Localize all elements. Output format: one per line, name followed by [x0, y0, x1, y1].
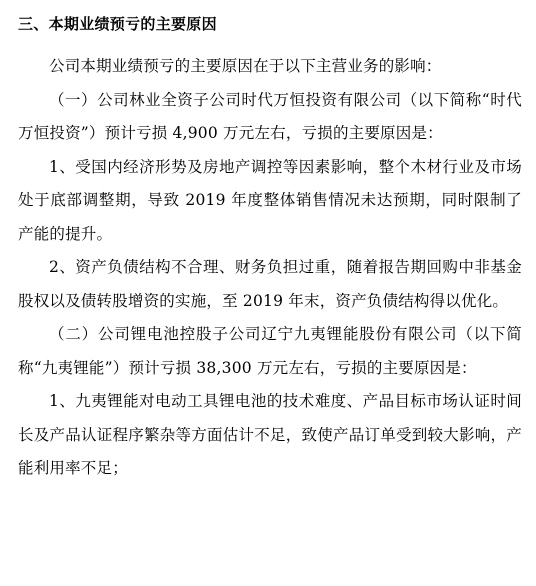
reason-1-1-paragraph: 1、受国内经济形势及房地产调控等因素影响，整个木材行业及市场处于底部调整期，导致 2019 年度整体销售情况未达预期，同时限制了产能的提升。 [18, 157, 522, 243]
reason-2-1-paragraph: 1、九夷锂能对电动工具锂电池的技术难度、产品目标市场认证时间长及产品认证程序繁杂等方面估计不足，致使产品订单受到较大影响，产能利用率不足； [18, 392, 522, 477]
intro-paragraph: 公司本期业绩预亏的主要原因在于以下主营业务的影响： [49, 57, 442, 75]
subsidiary-1-paragraph: （一）公司林业全资子公司时代万恒投资有限公司（以下简称“时代万恒投资”）预计亏损 4,900 万元左右，亏损的主要原因是： [18, 90, 522, 142]
section-heading: 三、本期业绩预亏的主要原因 [18, 15, 217, 33]
reason-1-2-paragraph: 2、资产负债结构不合理、财务负担过重，随着报告期回购中非基金股权以及债转股增资的实施，至 2019 年末，资产负债结构得以优化。 [18, 258, 522, 310]
subsidiary-2-paragraph: （二）公司锂电池控股子公司辽宁九夷锂能股份有限公司（以下简称“九夷锂能”）预计亏损 38,300 万元左右，亏损的主要原因是： [18, 325, 522, 377]
